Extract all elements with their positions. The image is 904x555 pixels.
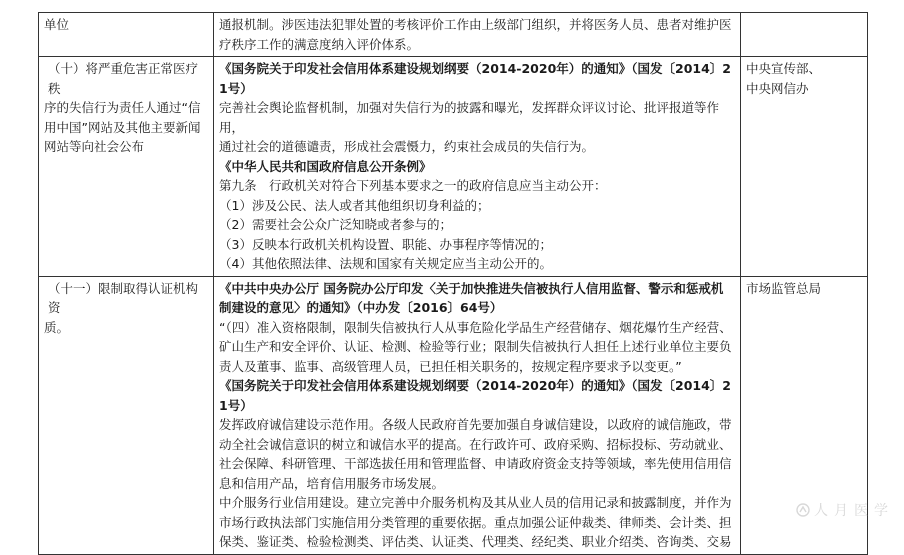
measure-line: （十一）限制取得认证机构资 bbox=[48, 280, 199, 315]
basis-line: 第九条 行政机关对符合下列基本要求之一的政府信息应当主动公开： bbox=[219, 178, 607, 193]
department-line: 中央网信办 bbox=[746, 80, 809, 96]
basis-line: “（四）准入资格限制，限制失信被执行人从事危险化学品生产经营储存、烟花爆竹生产经营、 bbox=[219, 319, 732, 335]
basis-line: 通报机制。涉医违法犯罪处置的考核评价工作由上级部门组织，并将医务人员、患者对维护医 bbox=[219, 17, 732, 32]
measure-line: 网站等向社会公布 bbox=[44, 139, 145, 154]
basis-line: 息和信用产品，培育信用服务市场发展。 bbox=[219, 475, 445, 491]
basis-line: 社会保障、科研管理、干部选拔任用和管理监督、申请政府资金支持等领域，率先使用信用信 bbox=[219, 456, 732, 471]
measure-line: 质。 bbox=[44, 319, 70, 335]
basis-line: 动全社会诚信意识的树立和诚信水平的提高。在行政许可、政府采购、招标投标、劳动就业、 bbox=[219, 436, 732, 452]
measure-line: 序的失信行为责任人通过“信 bbox=[44, 100, 201, 115]
basis-line: （2）需要社会公众广泛知晓或者参与的； bbox=[219, 217, 452, 232]
measure-line: 用中国”网站及其他主要新闻 bbox=[44, 119, 201, 135]
department-cell bbox=[741, 57, 868, 277]
basis-line: （1）涉及公民、法人或者其他组织切身利益的； bbox=[219, 197, 490, 213]
basis-line: 发挥政府诚信建设示范作用。各级人民政府首先要加强自身诚信建设，以政府的诚信施政，带 bbox=[219, 417, 732, 432]
department-line: 市场监管总局 bbox=[746, 280, 822, 296]
department-line: 中央宣传部、 bbox=[746, 61, 822, 76]
basis-line: 保类、鉴证类、检验检测类、评估类、认证类、代理类、经纪类、职业介绍类、咨询类、交易 bbox=[219, 534, 732, 549]
document-title: 《国务院关于印发社会信用体系建设规划纲要（2014-2020年）的通知》（国发〔2014〕21号） bbox=[219, 378, 732, 413]
basis-line: 市场行政执法部门实施信用分类管理的重要依据。重点加强公证仲裁类、律师类、会计类、担 bbox=[219, 514, 732, 530]
table-row bbox=[39, 276, 868, 554]
department-cell bbox=[741, 13, 868, 57]
basis-line: （4）其他依照法律、法规和国家有关规定应当主动公开的。 bbox=[219, 256, 552, 271]
basis-line: 疗秩序工作的满意度纳入评价体系。 bbox=[219, 36, 420, 52]
measure-cell bbox=[39, 276, 214, 554]
measure-cell bbox=[39, 13, 214, 57]
table-row bbox=[39, 57, 868, 277]
policy-table bbox=[38, 12, 868, 555]
logo-icon bbox=[796, 503, 810, 517]
measure-line: （十）将严重危害正常医疗秩 bbox=[48, 61, 199, 96]
basis-line: （3）反映本行政机关机构设置、职能、办事程序等情况的； bbox=[219, 236, 552, 252]
basis-line: 责人及董事、监事、高级管理人员，已担任相关职务的，按规定程序要求予以变更。” bbox=[219, 358, 682, 374]
basis-cell bbox=[214, 13, 741, 57]
basis-line: 中介服务行业信用建设。建立完善中介服务机构及其从业人员的信用记录和披露制度，并作为 bbox=[219, 495, 732, 510]
basis-line: 通过社会的道德谴责，形成社会震慑力，约束社会成员的失信行为。 bbox=[219, 139, 595, 154]
basis-line: 完善社会舆论监督机制，加强对失信行为的披露和曝光，发挥群众评议讨论、批评报道等作用， bbox=[219, 100, 720, 135]
document-title: 《中华人民共和国政府信息公开条例》 bbox=[219, 158, 432, 174]
measure-cell bbox=[39, 57, 214, 277]
basis-cell bbox=[214, 276, 741, 554]
measure-line: 单位 bbox=[44, 17, 70, 32]
watermark bbox=[796, 500, 894, 520]
watermark-text: 人月医学 bbox=[814, 503, 894, 519]
document-title: 《国务院关于印发社会信用体系建设规划纲要（2014-2020年）的通知》（国发〔2014〕21号） bbox=[219, 61, 732, 96]
document-title: 《中共中央办公厅 国务院办公厅印发〈关于加快推进失信被执行人信用监督、警示和惩戒机 bbox=[219, 280, 724, 296]
basis-line: 矿山生产和安全评价、认证、检测、检验等行业；限制失信被执行人担任上述行业单位主要负 bbox=[219, 339, 732, 354]
policy-table-body bbox=[39, 13, 868, 555]
table-row bbox=[39, 13, 868, 57]
document-title: 制建设的意见〉的通知》（中办发〔2016〕64号） bbox=[219, 300, 503, 315]
basis-cell bbox=[214, 57, 741, 277]
